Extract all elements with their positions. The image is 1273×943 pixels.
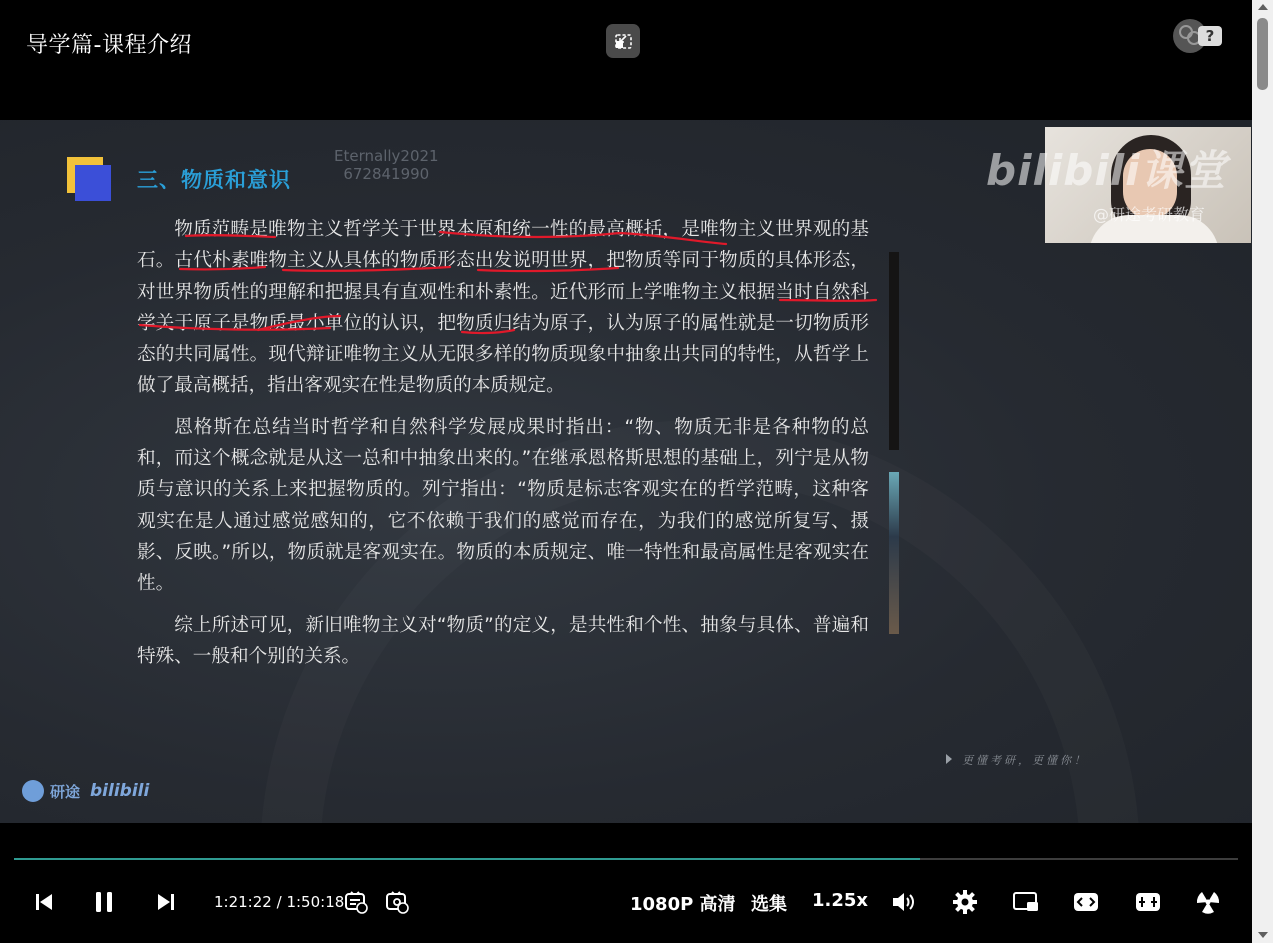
brand-icon [22,780,44,802]
widescreen-icon [1072,890,1100,914]
brand-name: 研途 [50,782,81,801]
help-icon [1172,16,1224,56]
pause-button[interactable] [90,884,118,920]
mini-player-icon [1012,890,1040,914]
watermark-user: Eternally2021 [334,147,439,165]
slogan-text: 更懂考研，更懂你！ [962,754,1088,767]
paragraph-3: 综上所述可见，新旧唯物主义对“物质”的定义，是共性和个性、抽象与具体、普遍和特殊、一般和个别的关系。 [137,614,869,667]
watermark-id: 672841990 [343,165,430,183]
fullscreen-button[interactable] [1193,884,1223,920]
volume-icon [891,890,917,914]
danmaku-toggle-button[interactable] [342,884,370,920]
danmaku-settings-button[interactable] [383,884,411,920]
slide-frame[interactable] [0,120,1252,823]
scroll-thumb[interactable] [1257,18,1268,90]
deco-square-blue [75,165,111,201]
pip-icon [606,24,640,58]
slogan [946,752,1088,768]
progress-bar[interactable] [14,858,1238,860]
help-button[interactable] [1172,16,1224,56]
time-separator: / [276,893,282,911]
pause-icon [93,890,115,914]
camera-handle: @研途考研教育 [1093,205,1206,224]
page-scrollbar[interactable] [1252,0,1273,943]
brand-platform: bilibili [90,781,150,801]
side-strip [889,252,899,450]
svg-text:?: ? [1205,27,1215,45]
next-button[interactable] [152,884,180,920]
side-strip-image [889,472,899,634]
fullscreen-icon [1194,888,1222,916]
quality-selector[interactable]: 1080P 高清 [630,894,736,915]
heading-decoration [67,157,113,203]
top-bar [0,0,1252,120]
time-display [214,893,344,911]
episodes-button[interactable]: 选集 [751,894,787,915]
web-fullscreen-icon [1134,890,1162,914]
skip-next-icon [155,891,177,913]
bilibili-classroom-logo: bilibili课堂 [986,146,1227,195]
video-title: 导学篇-课程介绍 [26,33,192,58]
current-time: 1:21:22 [214,893,272,911]
brand-logo [22,776,149,806]
web-fullscreen-button[interactable] [1133,884,1163,920]
user-watermark [334,147,439,183]
skip-previous-icon [33,891,55,913]
volume-button[interactable] [890,884,918,920]
mini-player-button[interactable] [1011,884,1041,920]
scroll-down-arrow-icon[interactable] [1258,932,1268,938]
settings-button[interactable] [951,884,979,920]
total-time: 1:50:18 [286,893,345,911]
progress-fill [14,858,920,860]
danmaku-icon [343,889,369,915]
section-heading: 三、物质和意识 [137,168,291,192]
pip-toggle-button[interactable] [606,24,640,58]
paragraph-1: 物质范畴是唯物主义哲学关于世界本原和统一性的最高概括，是唯物主义世界观的基石。古代朴素唯物主义从具体的物质形态出发说明世界，把物质等同于物质的具体形态，对世界物质性的理解和把握具有直观性和朴素性。近代形而上学唯物主义根据当时自然科学关于原子是物质最小单位的认识，把物质归结为原子，认为原子的属性就是一切物质形态的共同属性。现代辩证唯物主义从无限多样的物质现象中抽象出共同的特性，从哲学上做了最高概括，指出客观实在性是物质的本质规定。 [137,219,869,397]
slide-body [137,214,869,682]
previous-button[interactable] [30,884,58,920]
scroll-up-arrow-icon[interactable] [1258,4,1268,10]
gear-icon [952,889,978,915]
paragraph-2: 恩格斯在总结当时哲学和自然科学发展成果时指出：“物、物质无非是各种物的总和，而这个概念就是从这一总和中抽象出来的。”在继承恩格斯思想的基础上，列宁是从物质与意识的关系上来把握物质的。列宁指出：“物质是标志客观实在的哲学范畴，这种客观实在是人通过感觉感知的，它不依赖于我们的感觉而存在，为我们的感觉所复写、摄影、反映。”所以，物质就是客观实在。物质的本质规定、唯一特性和最高属性是客观实在性。 [137,416,869,595]
playback-speed-button[interactable]: 1.25x [812,890,869,911]
widescreen-button[interactable] [1071,884,1101,920]
danmaku-settings-icon [384,889,410,915]
